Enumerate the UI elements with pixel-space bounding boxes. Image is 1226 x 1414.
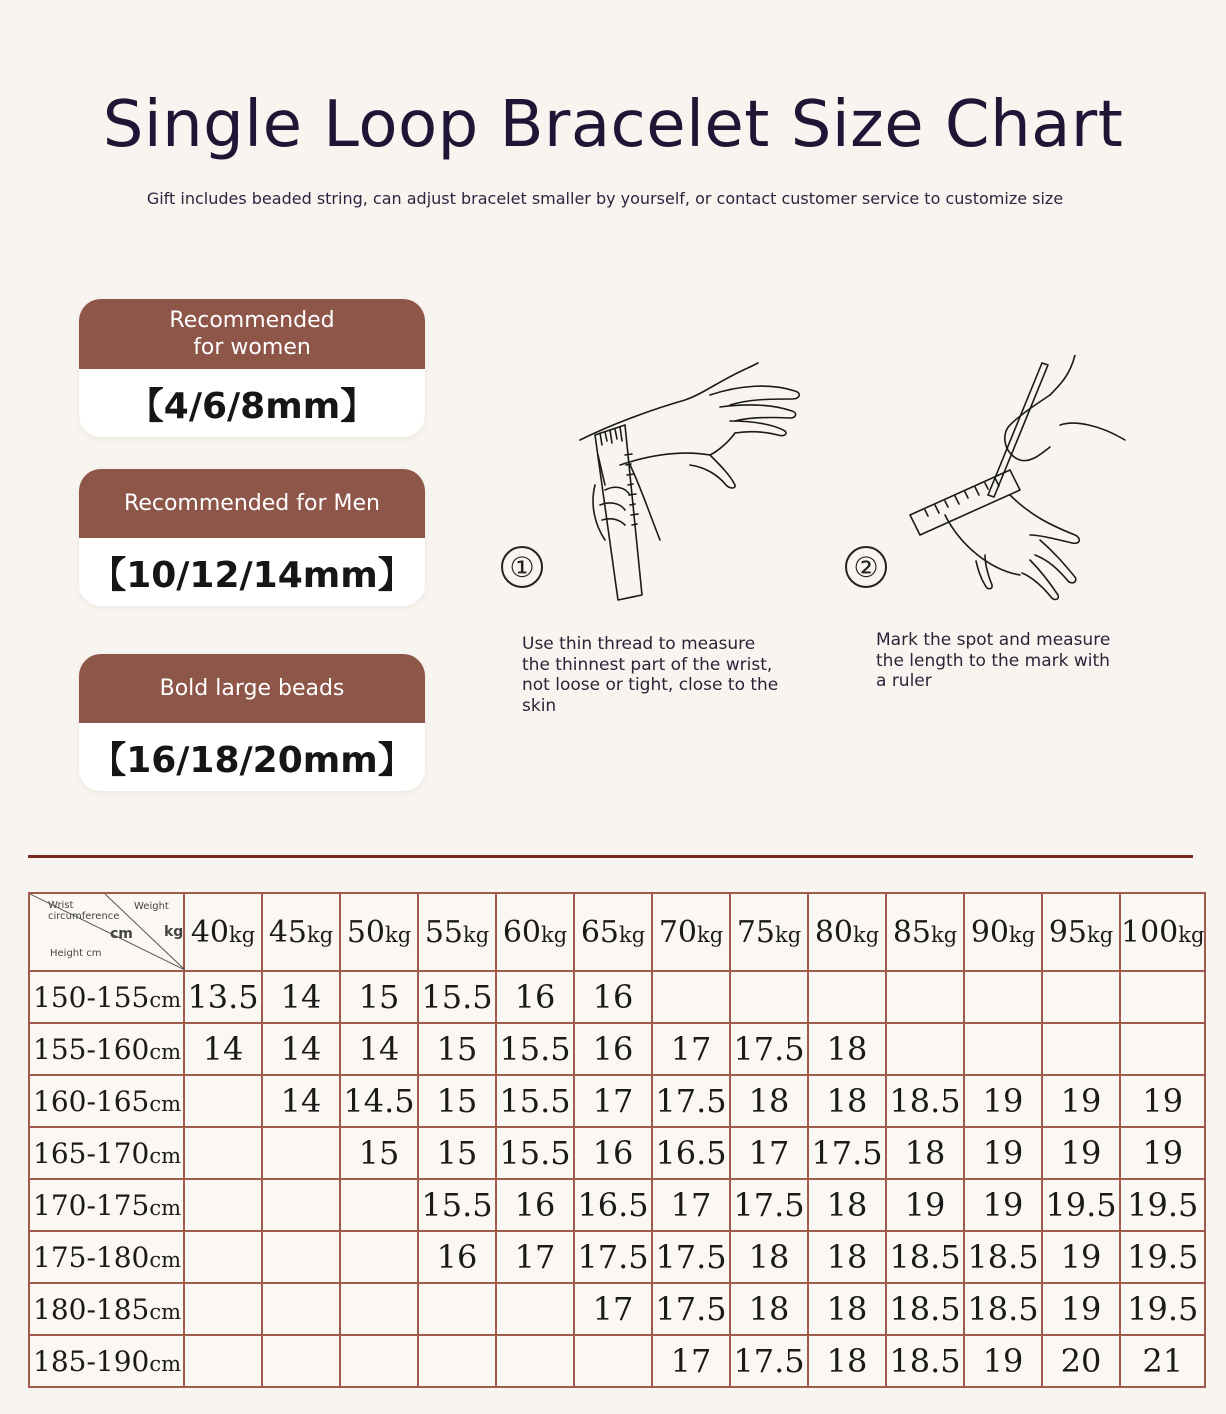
table-row <box>29 1023 1205 1075</box>
size-cell: 15.5 <box>496 1127 574 1179</box>
weight-unit: kg <box>697 922 724 947</box>
weight-value: 55 <box>424 914 463 950</box>
size-cell: 19.5 <box>1120 1231 1205 1283</box>
size-cell: 16.5 <box>652 1127 730 1179</box>
size-cell: 18.5 <box>886 1231 964 1283</box>
weight-value: 100 <box>1121 914 1179 950</box>
size-cell: 15 <box>418 1023 496 1075</box>
table-row <box>29 1283 1205 1335</box>
size-cell <box>418 1283 496 1335</box>
size-cell <box>886 971 964 1023</box>
card-women-size: 【4/6/8mm】 <box>127 385 377 427</box>
height-cell <box>29 1179 184 1231</box>
size-cell: 17.5 <box>652 1231 730 1283</box>
weight-value: 70 <box>658 914 697 950</box>
weight-header-40 <box>184 893 262 971</box>
height-value: 160-165 <box>33 1084 150 1118</box>
card-large-label: Bold large beads <box>79 654 425 723</box>
size-cell: 19 <box>964 1179 1042 1231</box>
weight-value: 65 <box>580 914 619 950</box>
size-cell: 18 <box>808 1231 886 1283</box>
size-cell: 13.5 <box>184 971 262 1023</box>
size-cell: 18.5 <box>964 1283 1042 1335</box>
size-cell: 19.5 <box>1120 1179 1205 1231</box>
size-cell: 17 <box>652 1179 730 1231</box>
height-unit: cm <box>149 1091 182 1116</box>
size-cell: 16 <box>574 971 652 1023</box>
weight-header-90 <box>964 893 1042 971</box>
size-cell <box>262 1231 340 1283</box>
weight-unit: kg <box>775 922 802 947</box>
height-cell <box>29 971 184 1023</box>
size-cell: 16 <box>574 1127 652 1179</box>
size-cell: 21 <box>1120 1335 1205 1387</box>
height-unit: cm <box>149 1351 182 1376</box>
table-row <box>29 1231 1205 1283</box>
card-large-size: 【16/18/20mm】 <box>90 739 414 781</box>
size-cell <box>964 971 1042 1023</box>
size-cell: 18.5 <box>964 1231 1042 1283</box>
size-cell <box>340 1335 418 1387</box>
weight-value: 75 <box>736 914 775 950</box>
step-2-text: Mark the spot and measure the length to the mark with a ruler <box>876 630 1111 691</box>
card-women-label: Recommended for women <box>79 299 425 369</box>
table-header-row <box>29 893 1205 971</box>
size-cell <box>340 1283 418 1335</box>
height-value: 150-155 <box>33 980 150 1014</box>
size-cell: 16 <box>418 1231 496 1283</box>
weight-value: 85 <box>892 914 931 950</box>
card-women <box>79 299 425 437</box>
size-cell: 16 <box>496 1179 574 1231</box>
size-cell: 19 <box>1042 1283 1120 1335</box>
size-cell: 18.5 <box>886 1075 964 1127</box>
size-cell: 16 <box>496 971 574 1023</box>
weight-unit: kg <box>307 922 334 947</box>
step-1-number: ① <box>501 546 543 588</box>
weight-value: 80 <box>814 914 853 950</box>
weight-value: 40 <box>190 914 229 950</box>
weight-unit: kg <box>229 922 256 947</box>
size-cell: 19.5 <box>1042 1179 1120 1231</box>
height-unit: cm <box>149 1299 182 1324</box>
height-unit: cm <box>149 1247 182 1272</box>
height-value: 170-175 <box>33 1188 150 1222</box>
size-cell: 18 <box>808 1179 886 1231</box>
size-cell <box>886 1023 964 1075</box>
size-cell: 18 <box>730 1075 808 1127</box>
size-cell: 14 <box>340 1023 418 1075</box>
size-cell: 18 <box>808 1075 886 1127</box>
weight-header-80 <box>808 893 886 971</box>
size-cell <box>184 1231 262 1283</box>
size-cell: 14 <box>262 1023 340 1075</box>
height-unit: cm <box>149 1195 182 1220</box>
weight-unit: kg <box>853 922 880 947</box>
size-cell <box>262 1127 340 1179</box>
size-cell: 16.5 <box>574 1179 652 1231</box>
weight-header-60 <box>496 893 574 971</box>
size-cell <box>574 1335 652 1387</box>
height-value: 155-160 <box>33 1032 150 1066</box>
size-cell <box>340 1179 418 1231</box>
size-cell: 17.5 <box>730 1179 808 1231</box>
weight-value: 45 <box>268 914 307 950</box>
weight-unit: kg <box>931 922 958 947</box>
table-row <box>29 1335 1205 1387</box>
weight-header-65 <box>574 893 652 971</box>
size-cell: 19 <box>1042 1075 1120 1127</box>
height-unit: cm <box>149 1143 182 1168</box>
height-cell <box>29 1023 184 1075</box>
size-cell: 14 <box>184 1023 262 1075</box>
size-cell: 17.5 <box>574 1231 652 1283</box>
size-cell: 17.5 <box>730 1335 808 1387</box>
weight-unit: kg <box>385 922 412 947</box>
step-2-number: ② <box>845 546 887 588</box>
table-row <box>29 1127 1205 1179</box>
corner-weight-label: Weight <box>134 901 169 912</box>
size-cell: 15 <box>340 971 418 1023</box>
height-value: 165-170 <box>33 1136 150 1170</box>
weight-unit: kg <box>1009 922 1036 947</box>
size-cell: 14.5 <box>340 1075 418 1127</box>
corner-kg-label: kg <box>164 924 184 940</box>
size-cell: 18.5 <box>886 1283 964 1335</box>
size-cell: 17 <box>730 1127 808 1179</box>
height-value: 185-190 <box>33 1344 150 1378</box>
size-cell: 15 <box>418 1127 496 1179</box>
size-cell <box>262 1335 340 1387</box>
size-cell <box>184 1335 262 1387</box>
size-cell: 15.5 <box>418 1179 496 1231</box>
weight-value: 60 <box>502 914 541 950</box>
table-row <box>29 971 1205 1023</box>
size-cell: 15.5 <box>418 971 496 1023</box>
weight-header-50 <box>340 893 418 971</box>
weight-unit: kg <box>1178 922 1205 947</box>
size-table <box>28 892 1206 1388</box>
size-cell: 17.5 <box>730 1023 808 1075</box>
size-cell <box>184 1283 262 1335</box>
weight-header-100 <box>1120 893 1205 971</box>
size-cell <box>184 1075 262 1127</box>
size-cell <box>808 971 886 1023</box>
size-cell: 15 <box>418 1075 496 1127</box>
size-cell <box>652 971 730 1023</box>
size-cell: 17 <box>652 1023 730 1075</box>
size-cell: 18 <box>730 1283 808 1335</box>
size-cell: 18 <box>808 1335 886 1387</box>
size-cell <box>730 971 808 1023</box>
size-cell: 15 <box>340 1127 418 1179</box>
size-cell: 17 <box>574 1283 652 1335</box>
step-1-text: Use thin thread to measure the thinnest part of the wrist, not loose or tight, close to the skin <box>522 634 779 716</box>
size-cell: 20 <box>1042 1335 1120 1387</box>
size-cell <box>184 1127 262 1179</box>
size-cell: 18 <box>730 1231 808 1283</box>
size-cell: 14 <box>262 971 340 1023</box>
weight-unit: kg <box>1087 922 1114 947</box>
section-divider <box>28 855 1193 858</box>
height-value: 175-180 <box>33 1240 150 1274</box>
size-cell: 19.5 <box>1120 1283 1205 1335</box>
corner-wrist-label: Wrist circumference <box>48 900 120 922</box>
corner-cm-label: cm <box>110 926 133 942</box>
card-men-size: 【10/12/14mm】 <box>90 554 414 596</box>
weight-header-85 <box>886 893 964 971</box>
mark-and-measure-illustration <box>900 355 1135 605</box>
size-cell <box>262 1179 340 1231</box>
height-unit: cm <box>149 1039 182 1064</box>
size-cell: 18 <box>808 1023 886 1075</box>
table-corner-cell <box>29 893 184 971</box>
size-cell <box>496 1283 574 1335</box>
size-cell: 17.5 <box>808 1127 886 1179</box>
size-cell: 17 <box>652 1335 730 1387</box>
height-cell <box>29 1335 184 1387</box>
size-cell: 17.5 <box>652 1283 730 1335</box>
size-cell: 14 <box>262 1075 340 1127</box>
size-cell: 16 <box>574 1023 652 1075</box>
card-men <box>79 469 425 606</box>
height-cell <box>29 1283 184 1335</box>
size-cell: 15.5 <box>496 1023 574 1075</box>
height-cell <box>29 1127 184 1179</box>
size-cell <box>496 1335 574 1387</box>
size-cell <box>340 1231 418 1283</box>
page-title: Single Loop Bracelet Size Chart <box>102 88 1124 162</box>
corner-height-label: Height cm <box>50 948 102 959</box>
weight-header-45 <box>262 893 340 971</box>
size-cell: 19 <box>1120 1127 1205 1179</box>
height-value: 180-185 <box>33 1292 150 1326</box>
weight-value: 50 <box>346 914 385 950</box>
height-unit: cm <box>149 987 182 1012</box>
size-cell: 19 <box>964 1335 1042 1387</box>
card-large <box>79 654 425 791</box>
size-cell: 17 <box>574 1075 652 1127</box>
wrist-measure-thread-illustration <box>570 355 815 605</box>
size-cell <box>1120 1023 1205 1075</box>
size-cell: 15.5 <box>496 1075 574 1127</box>
height-cell <box>29 1075 184 1127</box>
weight-value: 90 <box>970 914 1009 950</box>
size-cell: 17.5 <box>652 1075 730 1127</box>
table-row <box>29 1075 1205 1127</box>
size-cell <box>1042 971 1120 1023</box>
size-cell: 19 <box>886 1179 964 1231</box>
weight-header-75 <box>730 893 808 971</box>
size-cell: 19 <box>1120 1075 1205 1127</box>
size-cell: 19 <box>964 1075 1042 1127</box>
table-row <box>29 1179 1205 1231</box>
weight-header-70 <box>652 893 730 971</box>
size-cell <box>418 1335 496 1387</box>
weight-header-55 <box>418 893 496 971</box>
size-cell <box>262 1283 340 1335</box>
size-cell: 19 <box>1042 1231 1120 1283</box>
card-men-label: Recommended for Men <box>79 469 425 538</box>
size-cell: 18 <box>808 1283 886 1335</box>
size-cell <box>184 1179 262 1231</box>
weight-unit: kg <box>619 922 646 947</box>
size-cell <box>964 1023 1042 1075</box>
size-cell: 17 <box>496 1231 574 1283</box>
weight-value: 95 <box>1048 914 1087 950</box>
weight-unit: kg <box>463 922 490 947</box>
page-subtitle: Gift includes beaded string, can adjust bracelet smaller by yourself, or contact customer service to customize size <box>146 189 1064 208</box>
size-cell: 18.5 <box>886 1335 964 1387</box>
size-cell: 19 <box>964 1127 1042 1179</box>
size-cell <box>1042 1023 1120 1075</box>
weight-unit: kg <box>541 922 568 947</box>
height-cell <box>29 1231 184 1283</box>
size-cell <box>1120 971 1205 1023</box>
weight-header-95 <box>1042 893 1120 971</box>
size-cell: 19 <box>1042 1127 1120 1179</box>
size-cell: 18 <box>886 1127 964 1179</box>
